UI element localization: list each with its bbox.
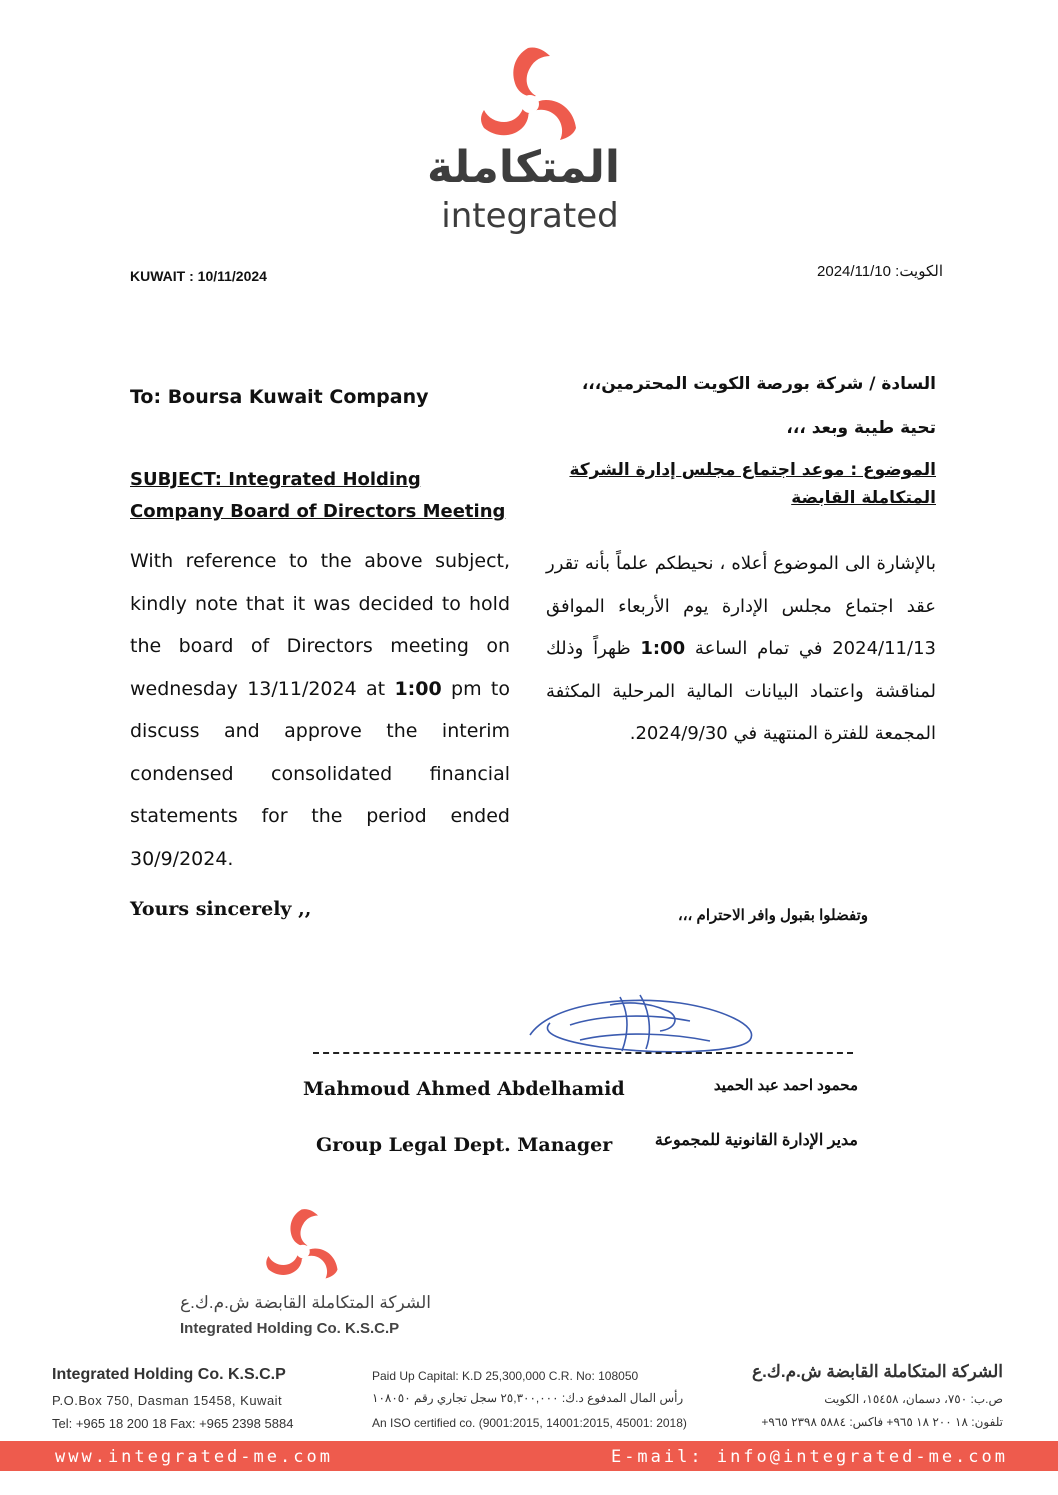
email-link[interactable]: E-mail: info@integrated-me.com [610, 1447, 1008, 1467]
signatory-title-arabic: مدير الإدارة القانونية للمجموعة [654, 1132, 858, 1149]
body-english-pre: With reference to the above subject, kindly note that it was decided to hold the board of Directors meeting on wednesday 13/11/2024 at [130, 550, 510, 700]
footer-company-english: Integrated Holding Co. K.S.C.P [52, 1366, 286, 1383]
footer-iso: An ISO certified co. (9001:2015, 14001:2015, 45001: 2018) [372, 1416, 687, 1430]
signatory-name-arabic: محمود احمد عبد الحميد [713, 1077, 858, 1094]
subject-english: SUBJECT: Integrated Holding Company Board of Directors Meeting [130, 469, 506, 522]
brand-name-english: integrated [441, 196, 619, 236]
body-arabic [546, 543, 936, 756]
date-english: KUWAIT : 10/11/2024 [130, 268, 267, 284]
date-arabic: الكويت: 2024/11/10 [817, 263, 943, 280]
website-link[interactable]: www.integrated-me.com [55, 1447, 333, 1467]
footer-address-english: P.O.Box 750, Dasman 15458, Kuwait [52, 1393, 283, 1408]
closing-english: Yours sincerely ,, [130, 898, 312, 920]
body-english [130, 540, 510, 880]
subject-arabic: الموضوع : موعد اجتماع مجلس إدارة الشركة المتكاملة القابضة [569, 460, 936, 508]
closing-arabic: وتفضلوا بقبول وافر الاحترام ،،، [677, 907, 868, 924]
meeting-time-english: 1:00 [394, 677, 442, 700]
footer-company-arabic: الشركة المتكاملة القابضة ش.م.ك.ع [752, 1362, 1003, 1381]
salutation-arabic: السادة / شركة بورصة الكويت المحترمين،،، [581, 374, 936, 394]
company-stamp-logo-icon [258, 1205, 348, 1295]
recipient-english: To: Boursa Kuwait Company [130, 386, 429, 408]
footer-phone-arabic: تلفون: ١٨ ٢٠٠ ١٨ ٩٦٥+ فاكس: ٥٨٨٤ ٢٣٩٨ ٩٦٥+ [761, 1415, 1003, 1429]
footer-capital-arabic: رأس المال المدفوع د.ك: ٢٥,٣٠٠,٠٠٠ سجل تجاري رقم ١٠٨٠٥٠ [372, 1391, 684, 1405]
signature-line [313, 1052, 853, 1054]
handwritten-signature [510, 985, 770, 1060]
signatory-name-english: Mahmoud Ahmed Abdelhamid [303, 1078, 625, 1100]
body-arabic-pre: بالإشارة الى الموضوع أعلاه ، نحيطكم علماً بأنه تقرر عقد اجتماع مجلس الإدارة يوم الأربعاء الموافق 2024/11/13 في تمام الساعة [546, 553, 936, 659]
signatory-title-english: Group Legal Dept. Manager [316, 1134, 613, 1156]
greeting-arabic: تحية طيبة وبعد ،،، [786, 418, 936, 438]
footer-phone-english: Tel: +965 18 200 18 Fax: +965 2398 5884 [52, 1416, 294, 1431]
stamp-name-arabic: الشركة المتكاملة القابضة ش.م.ك.ع [180, 1293, 431, 1312]
stamp-name-english: Integrated Holding Co. K.S.C.P [180, 1320, 400, 1337]
brand-name-arabic: المتكاملة [426, 142, 620, 193]
footer-address-arabic: ص.ب: ٧٥٠، دسمان، ١٥٤٥٨، الكويت [824, 1392, 1003, 1406]
body-english-post: pm to discuss and approve the interim condensed consolidated financial statements for the period ended 30/9/2024. [130, 677, 510, 870]
footer-capital-english: Paid Up Capital: K.D 25,300,000 C.R. No: 108050 [372, 1369, 639, 1383]
body-arabic-post: ظهراً وذلك لمناقشة واعتماد البيانات المالية المرحلية المكثفة المجمعة للفترة المنتهية في 2024/9/30. [546, 638, 936, 744]
meeting-time-arabic: 1:00 [640, 638, 686, 659]
